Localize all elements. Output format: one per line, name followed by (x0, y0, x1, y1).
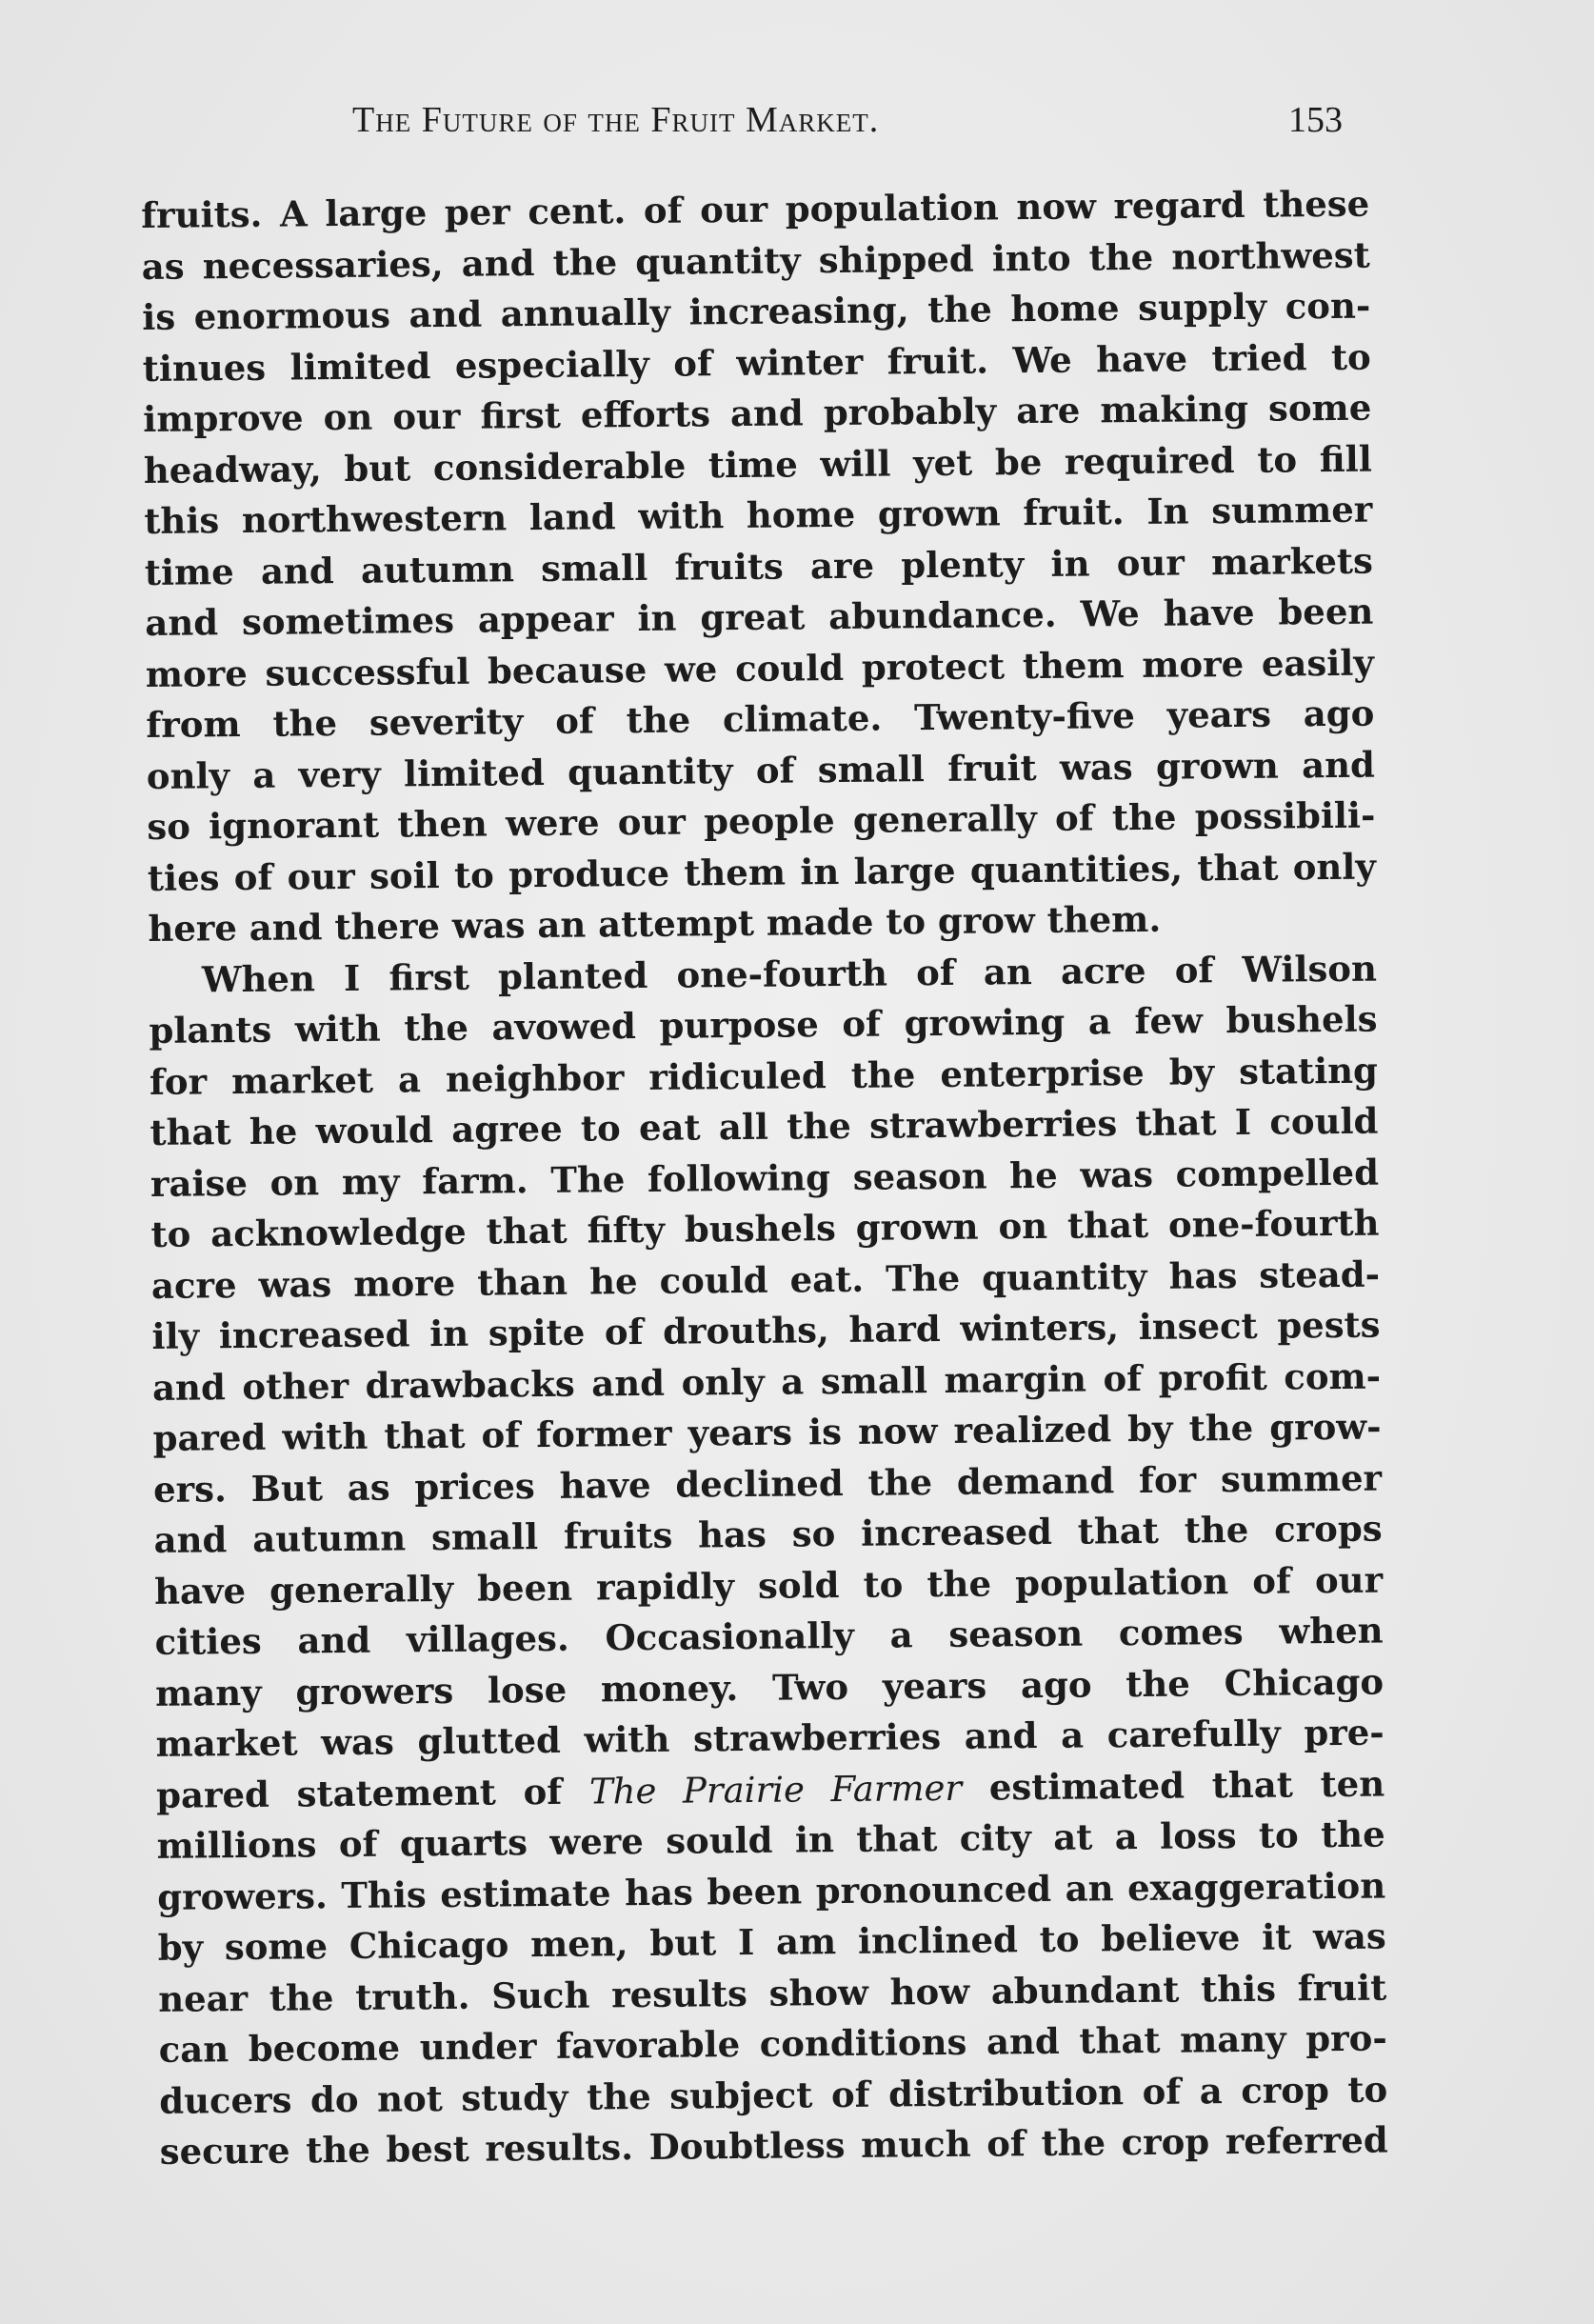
text-segment: pared statement of (155, 1770, 590, 1816)
text-line: fruits. A large per cent. of our population now regard these (141, 182, 1370, 236)
text-line: have generally been rapidly sold to the population of our (153, 1558, 1384, 1613)
publication-title: The Prairie Farmer (588, 1767, 963, 1813)
text-line: and sometimes appear in great abundance. We have been (145, 590, 1374, 644)
text-line: is enormous and annually increasing, the home supply con- (142, 284, 1371, 338)
text-line: headway, but considerable time will yet be required to fill (143, 437, 1372, 491)
text-line: ers. But as prices have declined the demand for summer (152, 1456, 1383, 1511)
text-line: as necessaries, and the quantity shipped into the northwest (141, 233, 1370, 288)
text-line: ties of our soil to produce them in large quantities, that only (147, 845, 1377, 899)
text-line: can become under favorable conditions and that many pro- (158, 2016, 1387, 2071)
text-line: pared with that of former years is now realized by the grow- (152, 1405, 1382, 1459)
text-line: and other drawbacks and only a small margin of profit com- (151, 1354, 1382, 1409)
text-line: time and autumn small fruits are plenty in our markets (144, 539, 1373, 593)
page-header (352, 99, 1343, 156)
paragraph-end-line: here and there was an attempt made to grow them. (148, 897, 1162, 950)
text-line: only a very limited quantity of small fruit was grown and (146, 743, 1376, 797)
text-line: for market a neighbor ridiculed the enterprise by stating (149, 1049, 1379, 1103)
text-line: to acknowledge that fifty bushels grown on that one-fourth (150, 1201, 1380, 1255)
text-line: ily increased in spite of drouths, hard winters, insect pests (151, 1303, 1381, 1357)
text-line: ducers do not study the subject of distribution of a crop to (159, 2068, 1388, 2122)
text-line: that he would agree to eat all the strawberries that I could (149, 1099, 1379, 1153)
text-segment: estimated that ten (961, 1762, 1385, 1809)
page-number: 153 (1288, 100, 1343, 140)
text-line: this northwestern land with home grown fruit. In summer (144, 488, 1373, 542)
text-line: so ignorant then were our people generally of the possibili- (147, 793, 1376, 848)
text-line: tinues limited especially of winter fruit. We have tried to (142, 335, 1371, 390)
text-line: growers. This estimate has been pronounced an exaggeration (156, 1864, 1386, 1918)
text-line: by some Chicago men, but I am inclined to believe it was (157, 1914, 1386, 1969)
text-line: millions of quarts were sould in that city at a loss to the (156, 1813, 1385, 1867)
text-line: and autumn small fruits has so increased that the crops (153, 1507, 1383, 1561)
body-text (141, 179, 1388, 2178)
paragraph-start-line: When I first planted one-fourth of an acre of Wilson (201, 947, 1378, 1000)
running-title: The Future of the Fruit Market. (352, 100, 880, 140)
text-line: more successful because we could protect them more easily (145, 641, 1375, 695)
text-line: market was glutted with strawberries and a carefully pre- (155, 1711, 1385, 1765)
text-line: cities and villages. Occasionally a season comes when (154, 1609, 1384, 1663)
text-line: raise on my farm. The following season he was compelled (149, 1151, 1380, 1205)
text-line: from the severity of the climate. Twenty-five years ago (146, 691, 1375, 746)
text-line: secure the best results. Doubtless much of the crop referred (159, 2118, 1388, 2173)
text-line: near the truth. Such results show how abundant this fruit (158, 1966, 1387, 2020)
text-line: plants with the avowed purpose of growing a few bushels (149, 997, 1378, 1052)
text-line: acre was more than he could eat. The quantity has stead- (150, 1252, 1381, 1307)
text-line: improve on our first efforts and probably are making some (143, 386, 1372, 440)
text-line: many growers lose money. Two years ago the Chicago (154, 1660, 1385, 1714)
